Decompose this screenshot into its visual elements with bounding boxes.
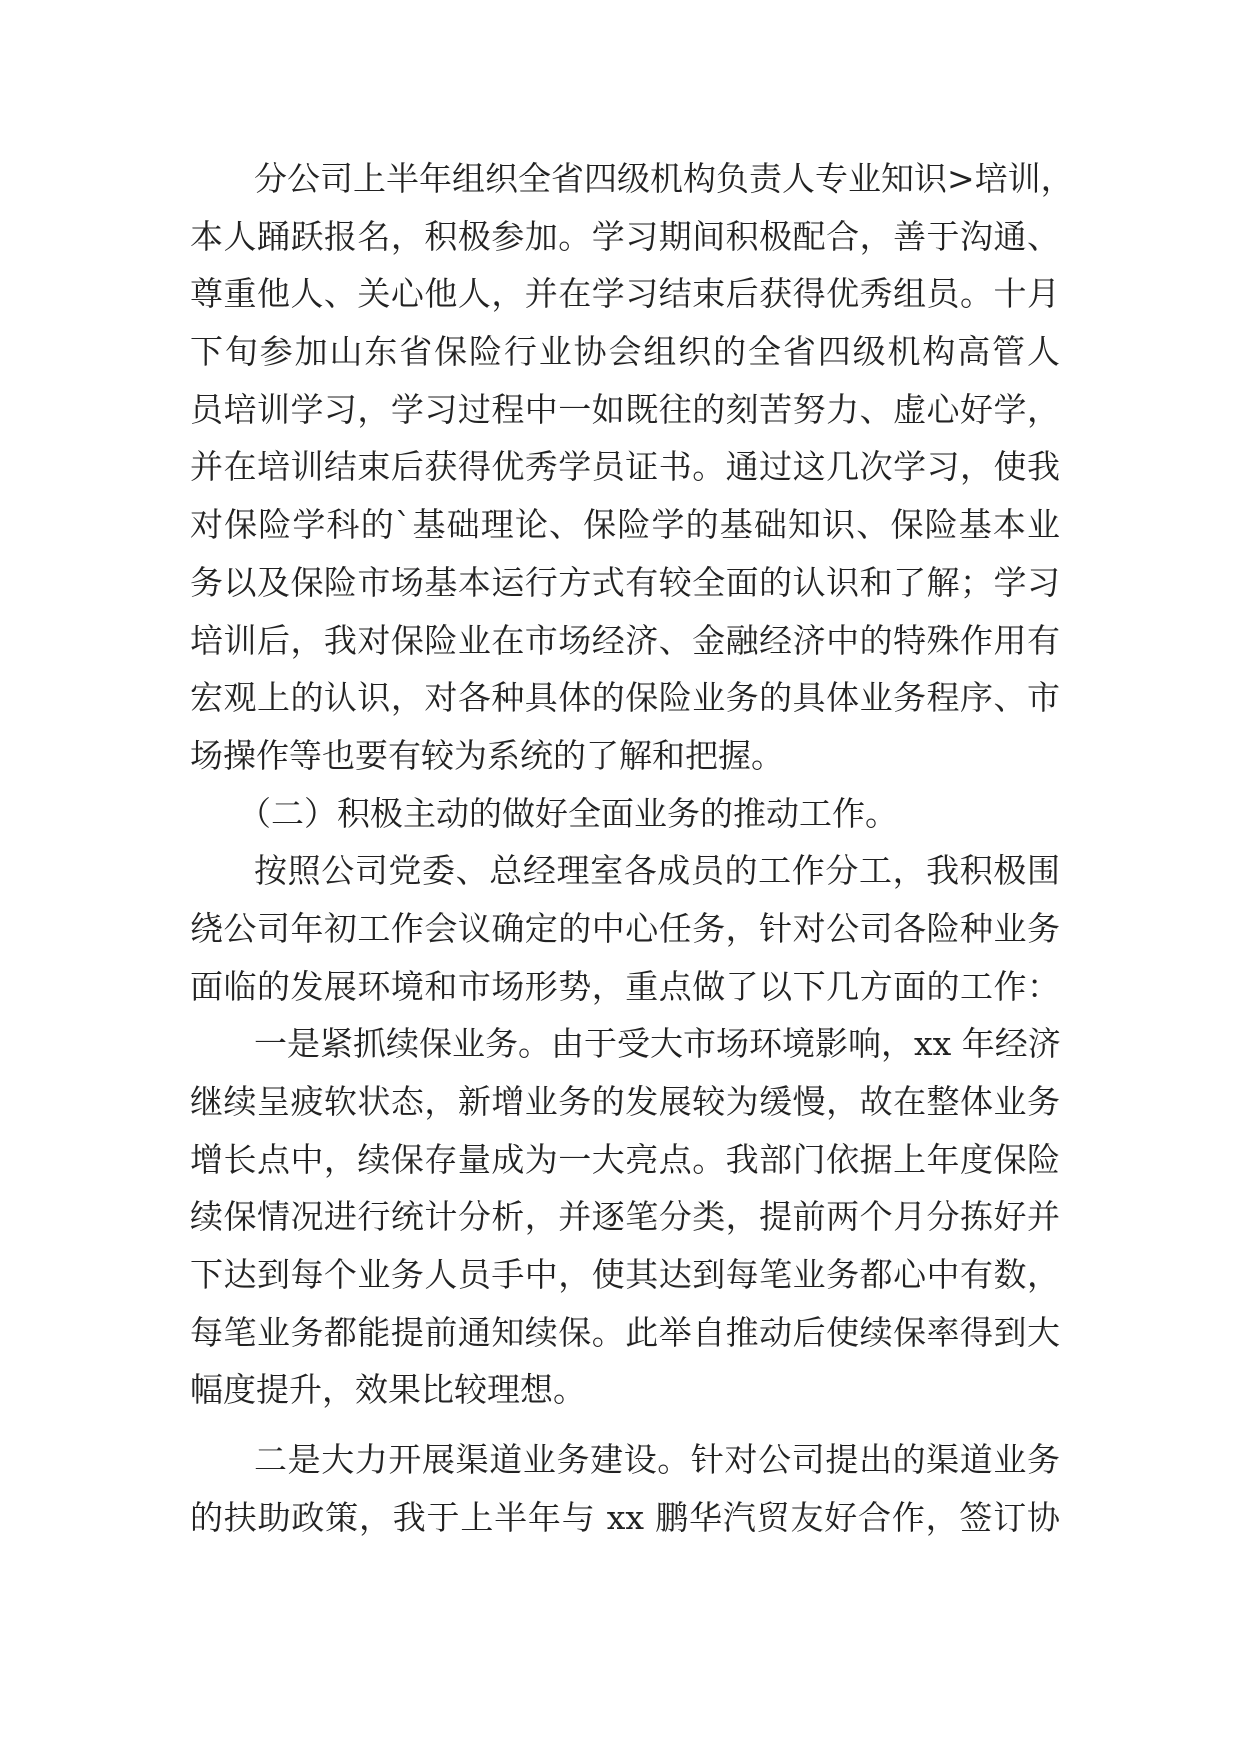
paragraph-line: 培训后，我对保险业在市场经济、金融经济中的特殊作用有 bbox=[190, 620, 1060, 660]
paragraph-line: 分公司上半年组织全省四级机构负责人专业知识>培训， bbox=[254, 159, 1074, 198]
section-heading: （二）积极主动的做好全面业务的推动工作。 bbox=[238, 793, 898, 833]
paragraph-line: 并在培训结束后获得优秀学员证书。通过这几次学习，使我 bbox=[190, 447, 1060, 487]
paragraph-line: 续保情况进行统计分析，并逐笔分类，提前两个月分拣好并 bbox=[190, 1197, 1060, 1237]
paragraph-line: 按照公司党委、总经理室各成员的工作分工，我积极围 bbox=[254, 851, 1060, 891]
paragraph-line: 宏观上的认识，对各种具体的保险业务的具体业务程序、市 bbox=[190, 678, 1060, 718]
paragraph-line: 对保险学科的`基础理论、保险学的基础知识、保险基本业 bbox=[190, 505, 1060, 545]
paragraph-line: 幅度提升，效果比较理想。 bbox=[190, 1370, 586, 1410]
paragraph-line: 下达到每个业务人员手中，使其达到每笔业务都心中有数， bbox=[190, 1255, 1060, 1295]
paragraph-line: 本人踊跃报名，积极参加。学习期间积极配合，善于沟通、 bbox=[190, 216, 1060, 256]
paragraph-line: 下旬参加山东省保险行业协会组织的全省四级机构高管人 bbox=[190, 332, 1060, 372]
paragraph-line: 绕公司年初工作会议确定的中心任务，针对公司各险种业务 bbox=[190, 908, 1060, 948]
paragraph-line: 尊重他人、关心他人，并在学习结束后获得优秀组员。十月 bbox=[190, 274, 1060, 314]
document-body bbox=[190, 150, 1074, 1547]
paragraph-line: 员培训学习，学习过程中一如既往的刻苦努力、虚心好学， bbox=[190, 389, 1060, 429]
paragraph-line: 的扶助政策，我于上半年与 xx 鹏华汽贸友好合作，签订协 bbox=[190, 1497, 1060, 1537]
paragraph-line: 每笔业务都能提前通知续保。此举自推动后使续保率得到大 bbox=[190, 1312, 1060, 1352]
paragraph-line: 增长点中，续保存量成为一大亮点。我部门依据上年度保险 bbox=[190, 1139, 1060, 1179]
paragraph-line: 二是大力开展渠道业务建设。针对公司提出的渠道业务 bbox=[254, 1440, 1060, 1480]
paragraph-line: 场操作等也要有较为系统的了解和把握。 bbox=[190, 735, 784, 775]
paragraph-line: 面临的发展环境和市场形势，重点做了以下几方面的工作： bbox=[190, 966, 1060, 1006]
paragraph-line: 继续呈疲软状态，新增业务的发展较为缓慢，故在整体业务 bbox=[190, 1082, 1060, 1121]
paragraph-line: 一是紧抓续保业务。由于受大市场环境影响，xx 年经济 bbox=[254, 1024, 1061, 1064]
paragraph-line: 务以及保险市场基本运行方式有较全面的认识和了解；学习 bbox=[190, 562, 1060, 602]
